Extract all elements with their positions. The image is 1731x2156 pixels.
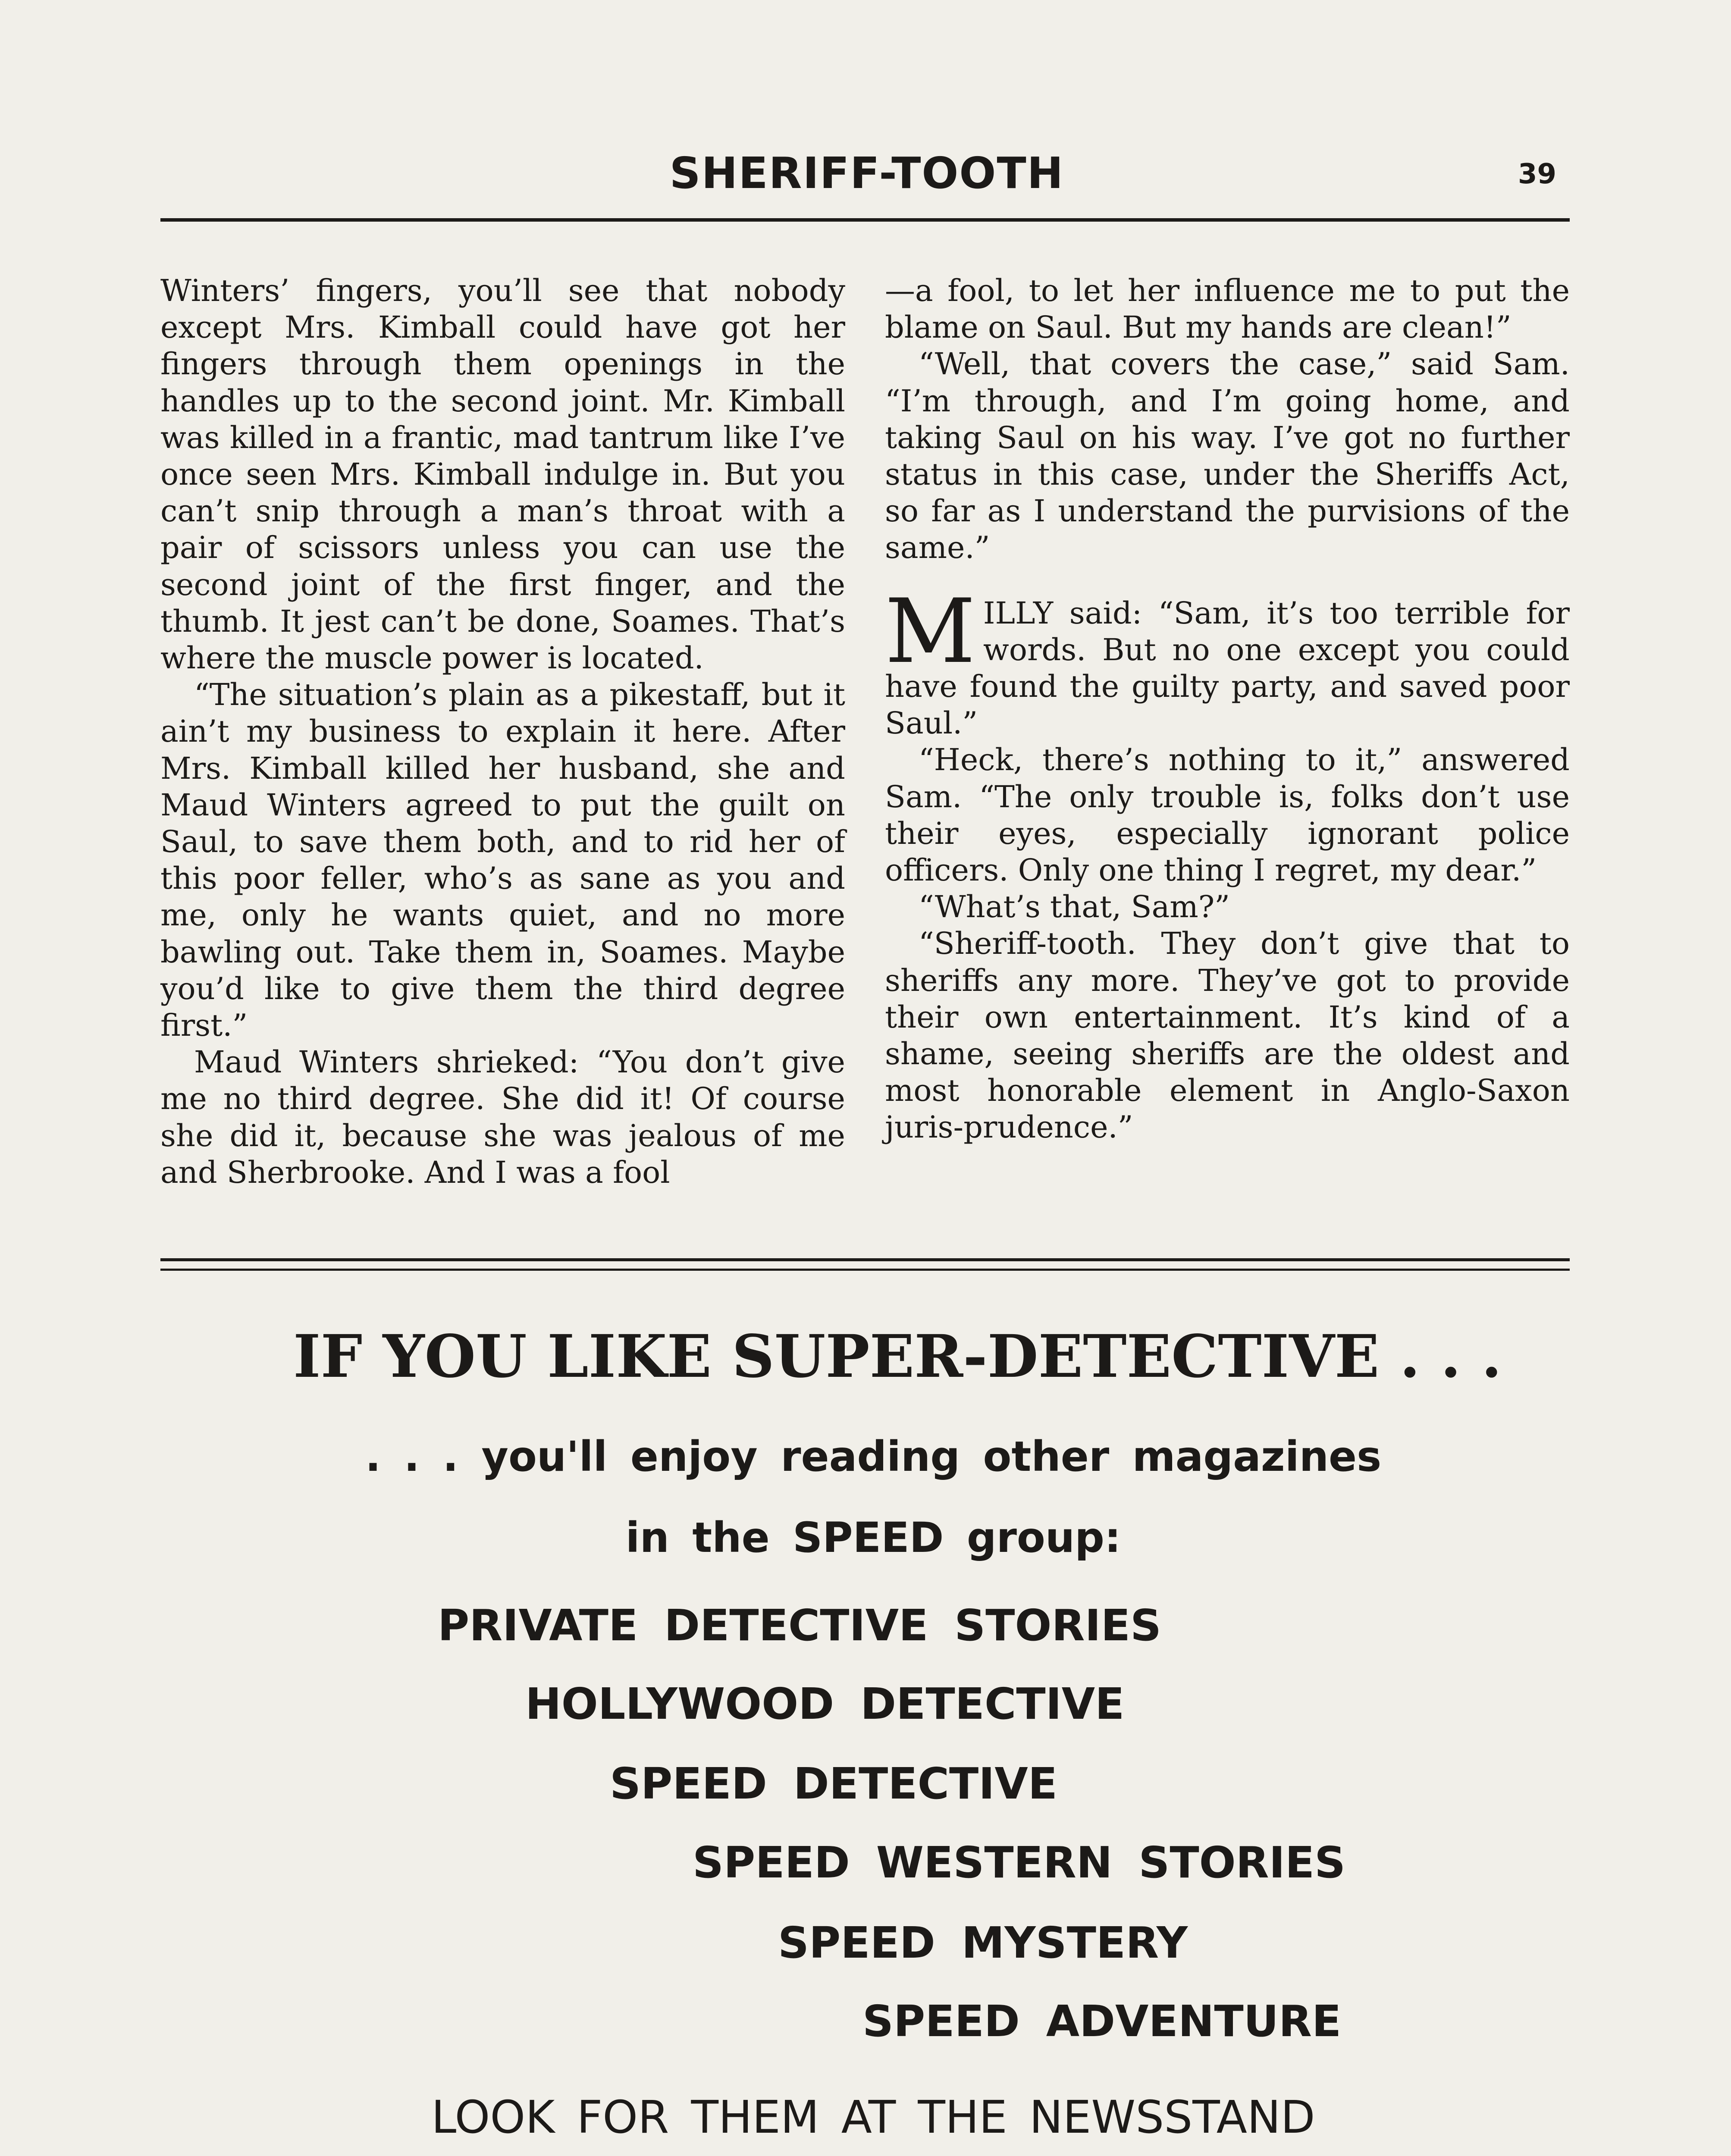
magazine-title: PRIVATE DETECTIVE STORIES [438,1600,1162,1651]
story-paragraph: “What’s that, Sam?” [919,889,1230,925]
story-paragraph: “Heck, there’s nothing to it,” answered Sam. “The only trouble is, folks don’t use their eyes, especially ignorant police officers. Only one thing I regret, my dear.” [885,742,1570,888]
divider-rule-thin [160,1269,1570,1271]
drop-cap-paragraph [885,580,1570,742]
ad-footer-line: LOOK FOR THEM AT THE NEWSSTAND [431,2091,1315,2143]
ad-subline: . . . you'll enjoy reading other magazines [365,1432,1382,1481]
ad-subline: in the SPEED group: [625,1514,1121,1562]
drop-cap: M [885,580,975,683]
story-paragraph: “Sheriff-tooth. They don’t give that to sheriffs any more. They’ve got to provide their own entertainment. It’s kind of a shame, seeing sheriffs are the oldest and most honorable element in Anglo-Saxon juris-prudence.” [885,926,1570,1145]
story-paragraph: “Well, that covers the case,” said Sam. “I’m through, and I’m going home, and taking Saul on his way. I’ve got no further status in this case, under the Sheriffs Act, so far as I understand the purvisions of the same.” [885,346,1570,566]
magazine-title: SPEED ADVENTURE [862,1996,1342,2046]
magazine-title: SPEED DETECTIVE [610,1758,1058,1809]
story-paragraph: —a fool, to let her influence me to put the blame on Saul. But my hands are clean!” [885,273,1570,345]
drop-cap-paragraph-text: ILLY said: “Sam, it’s too terrible for words. But no one except you could have found the guilty party, and saved poor Saul.” [885,595,1570,741]
ad-headline: IF YOU LIKE SUPER-DETECTIVE . . . [293,1322,1502,1391]
magazine-title: HOLLYWOOD DETECTIVE [525,1679,1125,1729]
story-column-right [885,273,1570,1146]
section-break [885,567,1570,595]
magazine-title: SPEED WESTERN STORIES [693,1837,1346,1888]
magazine-title: SPEED MYSTERY [778,1918,1188,1968]
page-number: 39 [1518,158,1557,190]
story-paragraph: “The situation’s plain as a pikestaff, but it ain’t my business to explain it here. After Mrs. Kimball killed her husband, she and Maud Winters agreed to put the guilt on Saul, to save them both, and to rid her of this poor feller, who’s as sane as you and me, only he wants quiet, and no more bawling out. Take them in, Soames. Maybe you’d like to give them the third degree first.” [160,677,845,1044]
story-column-left [160,273,845,1191]
divider-rule-thick [160,1258,1570,1261]
running-title: SHERIFF-TOOTH [669,148,1064,198]
header-rule [160,218,1570,222]
story-paragraph: Maud Winters shrieked: “You don’t give me no third degree. She did it! Of course she did it, because she was jealous of me and Sherbrooke. And I was a fool [160,1044,845,1190]
story-paragraph: Winters’ fingers, you’ll see that nobody except Mrs. Kimball could have got her fingers through them openings in the handles up to the second joint. Mr. Kimball was killed in a frantic, mad tantrum like I’ve once seen Mrs. Kimball indulge in. But you can’t snip through a man’s throat with a pair of scissors unless you can use the second joint of the first finger, and the thumb. It jest can’t be done, Soames. That’s where the muscle power is located. [160,273,845,676]
